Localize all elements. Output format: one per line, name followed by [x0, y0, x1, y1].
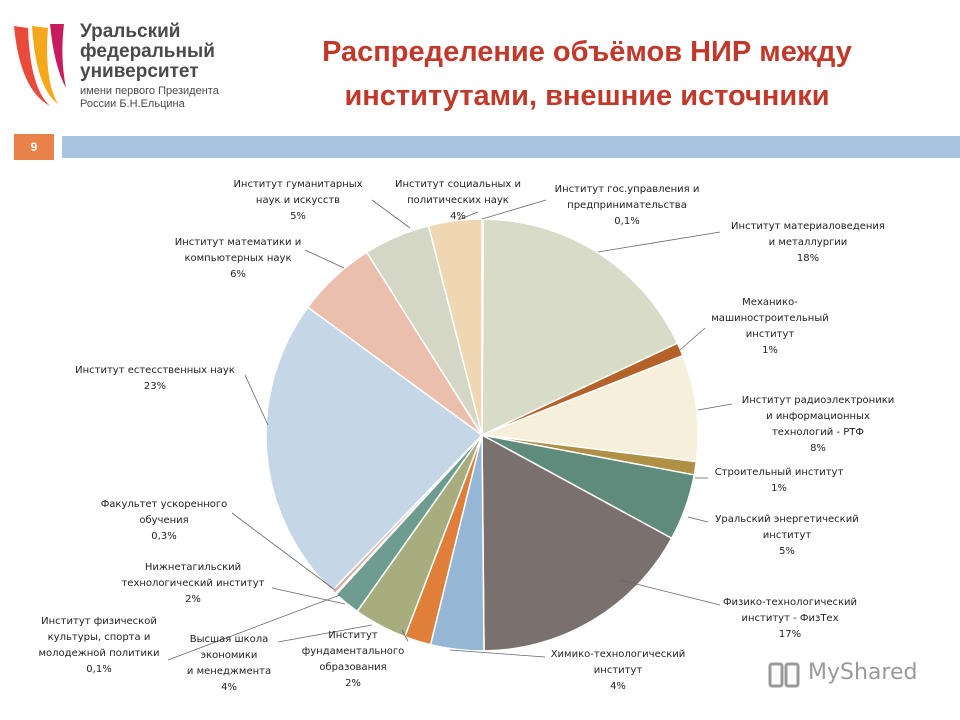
title-line-2: институтами, внешние источники: [344, 80, 830, 112]
slice-label: Институт математики и компьютерных наук 6%: [174, 237, 302, 280]
slice-label: Институт естесственных наук 23%: [75, 365, 235, 392]
logo-line-3: университет: [80, 61, 199, 82]
leader-line: [305, 250, 344, 268]
slice-label: Строительный институт 1%: [714, 467, 844, 494]
leader-line: [698, 404, 732, 410]
leader-line: [598, 232, 720, 252]
slice-label: Институт гуманитарных наук и искусств 5%: [233, 179, 363, 222]
slice-label: Химико-технологический институт 4%: [550, 649, 686, 692]
title-line-1: Распределение объёмов НИР между: [322, 36, 852, 68]
slice-label: Институт материаловедения и металлургии 18%: [731, 221, 885, 264]
slice-label: Физико-технологический институт - ФизТех 17%: [722, 597, 858, 640]
logo-line-2: федеральный: [80, 41, 215, 62]
watermark-logo-icon: [768, 660, 802, 690]
slice-label: Уральский энергетический институт 5%: [715, 514, 859, 557]
logo-line-5: России Б.Н.Ельцина: [80, 98, 185, 110]
slice-label: Нижнетагильский технологический институт 2%: [121, 562, 265, 605]
slice-label: Высшая школа экономики и менеджмента 4%: [186, 634, 272, 693]
slice-label: Институт гос.управления и предпринимательства 0,1%: [554, 184, 700, 227]
leader-line: [245, 375, 268, 425]
logo-line-1: Уральский: [80, 21, 181, 42]
slice-label: Институт фундаментального образования 2%: [301, 630, 405, 689]
leader-line: [680, 328, 705, 350]
logo-line-4: имени первого Президента: [80, 85, 219, 97]
slide-number-badge: 9: [14, 134, 54, 160]
watermark: [768, 660, 938, 690]
watermark-text: MyShared: [808, 660, 918, 685]
leader-line: [688, 517, 708, 522]
leader-line: [620, 580, 720, 605]
slice-label: Механико-машиностроительный институт 1%: [711, 297, 829, 356]
slice-label: Институт социальных и политических наук 4%: [395, 179, 521, 222]
slice-label: Институт радиоэлектроники и информационных технологий - РТФ 8%: [741, 395, 895, 454]
slice-label: Факультет ускоренного обучения 0,3%: [100, 499, 228, 542]
leader-line: [372, 200, 410, 228]
slice-label: Институт физической культуры, спорта и молодежной политики 0,1%: [38, 616, 160, 675]
